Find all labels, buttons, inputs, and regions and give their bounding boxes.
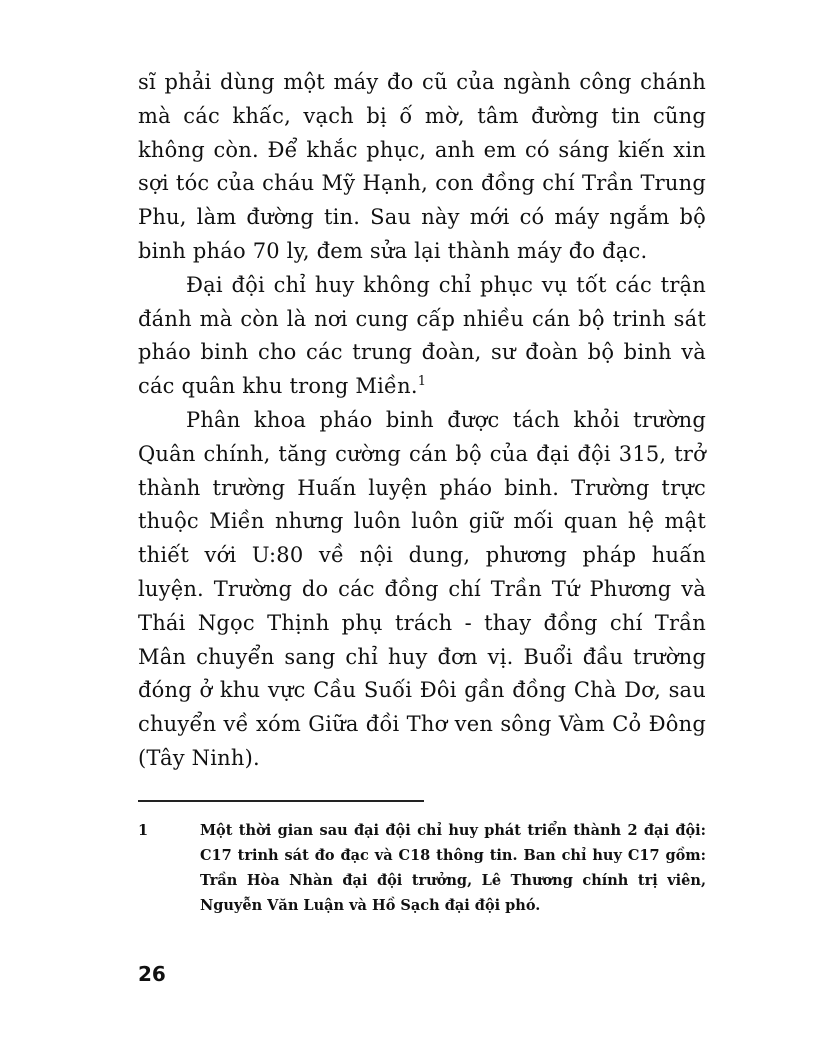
footnote-reference[interactable]: 1: [417, 374, 427, 390]
footnote-number: 1: [138, 822, 149, 839]
footnote-divider: [138, 800, 424, 802]
paragraph-2-text: Đại đội chỉ huy không chỉ phục vụ tốt các trận đánh mà còn là nơi cung cấp nhiều cán bộ trinh sát pháo binh cho các trung đoàn, sư đoàn bộ binh và các quân khu trong Miền.: [138, 272, 706, 399]
paragraph-3-text: Phân khoa pháo binh được tách khỏi trường Quân chính, tăng cường cán bộ của đại đội 315, trở thành trường Huấn luyện pháo binh. Trường trực thuộc Miền nhưng luôn luôn giữ mối quan hệ mật thiết với U:80 về nội dung, phương pháp huấn luyện. Trường do các đồng chí Trần Tứ Phương và Thái Ngọc Thịnh phụ trách - thay đồng chí Trần Mân chuyển sang chỉ huy đơn vị. Buổi đầu trường đóng ở khu vực Cầu Suối Đôi gần đồng Chà Dơ, sau chuyển về xóm Giữa đồi Thơ ven sông Vàm Cỏ Đông (Tây Ninh).: [138, 407, 706, 770]
footnote-text: Một thời gian sau đại đội chỉ huy phát triển thành 2 đại đội: C17 trinh sát đo đạc và C18 thông tin. Ban chỉ huy C17 gồm: Trần Hòa Nhàn đại đội trưởng, Lê Thương chính trị viên, Nguyễn Văn Luận và Hồ Sạch đại đội phó.: [200, 822, 706, 914]
footnote: [138, 818, 706, 918]
page-number: 26: [138, 962, 166, 986]
paragraph-company-command: [138, 269, 706, 404]
paragraph-artillery-school: [138, 404, 706, 776]
paragraph-1-text: sĩ phải dùng một máy đo cũ của ngành công chánh mà các khấc, vạch bị ố mờ, tâm đường tin cũng không còn. Để khắc phục, anh em có sáng kiến xin sợi tóc của cháu Mỹ Hạnh, con đồng chí Trần Trung Phu, làm đường tin. Sau này mới có máy ngắm bộ binh pháo 70 ly, đem sửa lại thành máy đo đạc.: [138, 70, 706, 263]
body-text: [138, 66, 706, 776]
paragraph-continued: [138, 66, 706, 269]
